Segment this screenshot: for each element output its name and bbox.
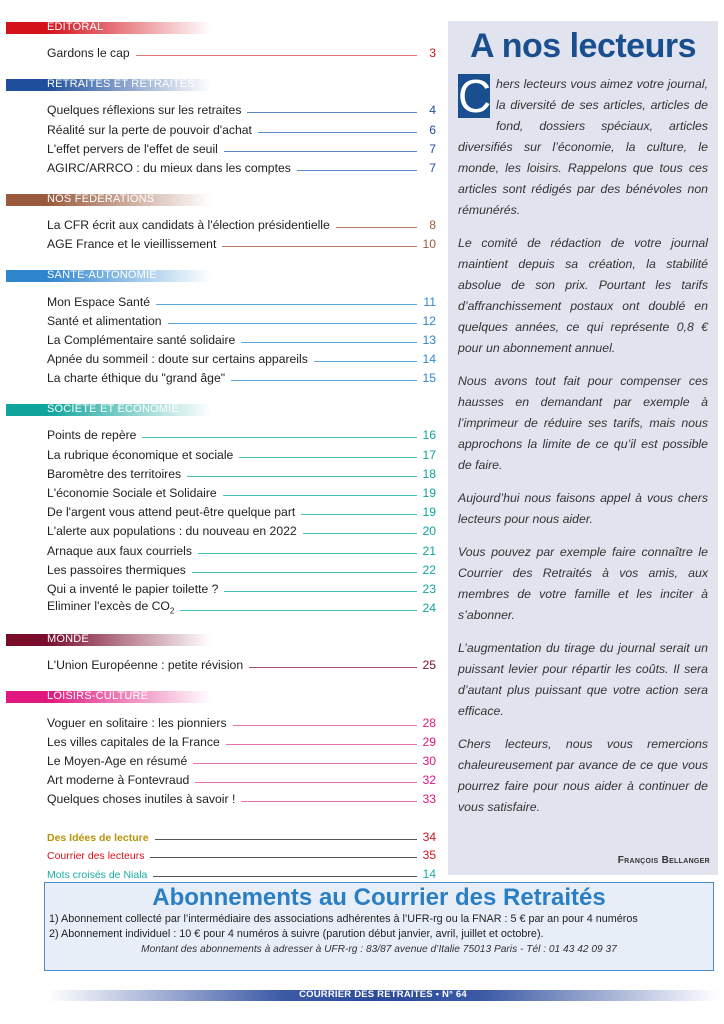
toc-entry[interactable] xyxy=(6,117,436,136)
toc-entry[interactable] xyxy=(6,137,436,156)
entry-title-text: Santé et alimentation xyxy=(47,313,162,328)
subscription-option-2: 2) Abonnement individuel : 10 € pour 4 numéros à suivre (parution début janvier, avril, juillet et octobre). xyxy=(49,928,544,940)
letter-paragraph-text: hers lecteurs vous aimez votre journal, la diversité de ses articles, articles de fond, dossiers spéciaux, articles diversifiés sur l’économie, la culture, le monde, les loisirs. Rappelons que tous ces articles sont rédigés par des bénévoles non rémunérés. xyxy=(458,77,708,217)
toc-extra-entry[interactable] xyxy=(6,844,436,863)
leader-line xyxy=(249,667,417,668)
leader-line xyxy=(233,725,417,726)
page-number: 25 xyxy=(422,658,436,673)
section-header-bar xyxy=(6,79,211,91)
toc-entry[interactable] xyxy=(6,366,436,385)
signature: François Bellanger xyxy=(617,855,710,866)
entry-title-text: Le Moyen-Age en résumé xyxy=(47,753,188,768)
subscription-address: Montant des abonnements à adresser à UFR-rg : 83/87 avenue d’Italie 75013 Paris - Tél : 01 43 42 09 37 xyxy=(141,944,617,955)
entry-title xyxy=(47,467,181,481)
letter-heading: A nos lecteurs xyxy=(469,27,697,65)
toc-entry[interactable] xyxy=(6,289,436,308)
entry-title xyxy=(47,582,218,596)
letter-paragraph: Aujourd’hui nous faisons appel à vous chers lecteurs pour nous aider. xyxy=(458,491,708,526)
entry-title-text: L'alerte aux populations : du nouveau en 2022 xyxy=(47,524,297,539)
toc-entry[interactable] xyxy=(6,347,436,366)
leader-line xyxy=(303,533,417,534)
toc-section xyxy=(6,404,436,615)
leader-line xyxy=(231,380,417,381)
page-number: 12 xyxy=(422,313,436,328)
page-number: 6 xyxy=(429,122,436,137)
leader-line xyxy=(180,610,417,611)
page-number: 13 xyxy=(422,332,436,347)
toc-section xyxy=(6,691,436,806)
toc-entry[interactable] xyxy=(6,156,436,175)
entry-title-text: Quelques réflexions sur les retraites xyxy=(47,103,242,118)
entry-title-text: L'Union Européenne : petite révision xyxy=(47,658,244,673)
page-number: 32 xyxy=(422,773,436,788)
drop-cap: C xyxy=(458,74,492,122)
toc-section xyxy=(6,634,436,672)
toc-section xyxy=(6,270,436,385)
page-number: 7 xyxy=(429,160,436,175)
page-number: 19 xyxy=(422,486,436,500)
page-number: 3 xyxy=(429,46,436,61)
page-number: 10 xyxy=(422,237,436,252)
entry-title-text: Points de repère xyxy=(47,428,137,443)
letter-paragraph: L’augmentation du tirage du journal serait un puissant levier pour répartir les coûts. Il sera d’autant plus puissant que votre action sera efficace. xyxy=(458,641,708,718)
entry-title-text: L'effet pervers de l'effet de seuil xyxy=(47,141,218,156)
toc-entry[interactable] xyxy=(6,41,436,60)
entry-title xyxy=(47,716,227,730)
page-number: 20 xyxy=(422,524,436,539)
section-title: EDITORAL xyxy=(47,21,104,33)
page-number: 14 xyxy=(422,352,436,367)
toc-entry[interactable] xyxy=(6,423,436,442)
toc-entry[interactable] xyxy=(6,309,436,328)
letter-body xyxy=(448,68,718,849)
letter-paragraph xyxy=(458,74,708,221)
toc-extra-entry[interactable] xyxy=(6,825,436,844)
entry-title xyxy=(47,218,330,232)
entry-title xyxy=(47,448,233,462)
entry-title xyxy=(47,658,243,672)
page-number: 23 xyxy=(422,581,436,596)
toc-entry[interactable] xyxy=(6,232,436,251)
page-number: 17 xyxy=(422,447,436,462)
entry-title xyxy=(47,371,225,385)
page-number: 4 xyxy=(429,103,436,118)
entry-title-text: Arnaque aux faux courriels xyxy=(47,543,192,558)
entry-title-text: Mon Espace Santé xyxy=(47,294,150,309)
toc-extra-entry[interactable] xyxy=(6,862,436,881)
entry-title xyxy=(47,544,192,558)
toc-entry[interactable] xyxy=(6,538,436,557)
editorial-letter-panel xyxy=(448,21,718,875)
entry-title-text: Les villes capitales de la France xyxy=(47,734,220,749)
leader-line xyxy=(136,55,417,56)
entry-title-text: La CFR écrit aux candidats à l'élection présidentielle xyxy=(47,218,330,233)
section-header-bar xyxy=(6,270,211,282)
page-number: 30 xyxy=(422,753,436,768)
page-number: 21 xyxy=(422,543,436,558)
leader-line xyxy=(336,227,417,228)
entry-title xyxy=(47,103,241,117)
leader-line xyxy=(155,839,417,840)
section-header-bar xyxy=(6,634,211,646)
entry-title-text: Baromètre des territoires xyxy=(47,466,182,481)
toc-entry[interactable] xyxy=(6,462,436,481)
page-number: 7 xyxy=(429,141,436,156)
leader-line xyxy=(258,132,417,133)
entry-title xyxy=(47,486,217,500)
table-of-contents xyxy=(6,22,436,881)
entry-title-text: Gardons le cap xyxy=(47,46,130,61)
leader-line xyxy=(168,323,417,324)
page-number: 29 xyxy=(422,734,436,749)
entry-title-text: La charte éthique du "grand âge" xyxy=(47,371,226,386)
leader-line xyxy=(156,304,417,305)
entry-title xyxy=(47,123,252,137)
letter-paragraph: Vous pouvez par exemple faire connaître le Courrier des Retraités à vos amis, aux membres de votre famille et les inciter à s’abonner. xyxy=(458,545,708,622)
page-number: 19 xyxy=(422,505,436,520)
letter-paragraph: Chers lecteurs, nous vous remercions chaleureusement par avance de ce que vous pourrez faire pour nous aider à continuer de vous satisfaire. xyxy=(458,737,708,814)
section-header-bar xyxy=(6,194,211,206)
entry-title xyxy=(47,46,130,60)
toc-entry[interactable] xyxy=(6,653,436,672)
entry-title-text: AGIRC/ARRCO : du mieux dans les comptes xyxy=(47,160,291,175)
page-footer xyxy=(48,990,718,1001)
subscription-option-1: 1) Abonnement collecté par l’intermédiaire des associations adhérentes à l’UFR-rg ou la FNAR : 5 € par an pour 4 numéros xyxy=(49,913,638,925)
toc-section xyxy=(6,79,436,175)
entry-title-text: Quelques choses inutiles à savoir ! xyxy=(47,792,236,807)
entry-title xyxy=(47,333,235,347)
entry-title-text: De l'argent vous attend peut-être quelque part xyxy=(47,505,296,520)
page-number: 11 xyxy=(423,294,436,309)
entry-title-text: L'économie Sociale et Solidaire xyxy=(47,486,217,500)
page-number: 35 xyxy=(422,848,436,863)
page-number: 22 xyxy=(422,562,436,577)
toc-entry[interactable] xyxy=(6,596,436,615)
entry-title-text: Qui a inventé le papier toilette ? xyxy=(47,581,219,596)
entry-title xyxy=(47,161,291,175)
leader-line xyxy=(142,437,417,438)
section-header-bar xyxy=(6,22,211,34)
entry-title-text: La rubrique économique et sociale xyxy=(47,447,234,462)
leader-line xyxy=(192,572,417,573)
entry-title xyxy=(47,314,162,328)
toc-entry[interactable] xyxy=(6,577,436,596)
entry-title xyxy=(47,295,150,309)
entry-title xyxy=(47,735,220,749)
leader-line xyxy=(198,553,417,554)
page-number: 18 xyxy=(422,466,436,481)
page-number: 15 xyxy=(422,371,436,386)
section-title: MONDE xyxy=(47,633,89,646)
section-title: NOS FEDERATIONS xyxy=(47,192,155,205)
toc-entry[interactable] xyxy=(6,749,436,768)
leader-line xyxy=(187,476,417,477)
page-number: 8 xyxy=(429,218,436,233)
letter-paragraph: Nous avons tout fait pour compenser ces hausses en demandant par exemple à l’imprimeur de réduire ses tarifs, mais nous approchons la limite de ce qu’il est possible de faire. xyxy=(458,374,708,472)
leader-line xyxy=(195,782,417,783)
page-number: 16 xyxy=(422,428,436,443)
leader-line xyxy=(247,112,417,113)
entry-title xyxy=(47,428,136,442)
entry-title xyxy=(47,754,187,768)
entry-subscript: 2 xyxy=(169,606,175,616)
section-title: LOISIRS-CULTURE xyxy=(47,690,149,703)
page-number: 24 xyxy=(422,601,436,616)
entry-title: Des Idées de lecture xyxy=(47,831,149,844)
toc-entry[interactable] xyxy=(6,710,436,729)
toc-entry[interactable] xyxy=(6,787,436,806)
entry-title xyxy=(47,773,189,787)
leader-line xyxy=(153,876,417,877)
section-title: SANTE-AUTONOMIE xyxy=(47,269,157,282)
toc-extras xyxy=(6,825,436,881)
leader-line xyxy=(224,591,417,592)
leader-line xyxy=(223,495,417,496)
toc-entry[interactable] xyxy=(6,730,436,749)
page-number: 28 xyxy=(422,715,436,730)
page-number: 14 xyxy=(422,866,436,881)
entry-title xyxy=(47,524,297,538)
entry-title-text: Apnée du sommeil : doute sur certains appareils xyxy=(47,352,308,367)
section-header-bar xyxy=(6,404,211,416)
leader-line xyxy=(226,744,417,745)
toc-entry[interactable] xyxy=(6,481,436,500)
entry-title xyxy=(47,142,218,156)
leader-line xyxy=(193,763,417,764)
leader-line xyxy=(301,514,417,515)
entry-title xyxy=(47,505,295,519)
toc-entry[interactable] xyxy=(6,328,436,347)
toc-entry[interactable] xyxy=(6,768,436,787)
entry-title-text: Art moderne à Fontevraud xyxy=(47,773,190,788)
leader-line xyxy=(241,801,417,802)
section-title: SOCIETE ET ECONOMIE xyxy=(47,403,179,416)
leader-line xyxy=(150,857,417,858)
section-title: RETRAITES ET RETRAITES xyxy=(47,78,195,91)
toc-section xyxy=(6,194,436,251)
subscription-heading: Abonnements au Courrier des Retraités xyxy=(152,884,606,911)
toc-entry[interactable] xyxy=(6,519,436,538)
entry-title-text: Eliminer l'excès de CO xyxy=(47,598,170,613)
toc-entry[interactable] xyxy=(6,213,436,232)
entry-title xyxy=(47,599,174,615)
entry-title-text: La Complémentaire santé solidaire xyxy=(47,332,236,347)
toc-entry[interactable] xyxy=(6,98,436,117)
entry-title-text: Réalité sur la perte de pouvoir d'achat xyxy=(47,122,252,137)
entry-title-text: Les passoires thermiques xyxy=(47,562,186,577)
entry-title: Courrier des lecteurs xyxy=(47,850,145,863)
toc-entry[interactable] xyxy=(6,500,436,519)
toc-entry[interactable] xyxy=(6,442,436,461)
subscription-box xyxy=(44,882,714,971)
leader-line xyxy=(222,246,417,247)
leader-line xyxy=(314,361,417,362)
entry-title xyxy=(47,563,186,577)
entry-title-text: Voguer en solitaire : les pionniers xyxy=(47,715,227,730)
footer-text: COURRIER DES RETRAITÉS • N° 64 xyxy=(299,989,467,1000)
toc-entry[interactable] xyxy=(6,558,436,577)
section-header-bar xyxy=(6,691,211,703)
entry-title-text: AGE France et le vieillissement xyxy=(47,237,217,252)
page-number: 34 xyxy=(422,829,436,844)
toc-section xyxy=(6,22,436,60)
entry-title xyxy=(47,352,308,366)
leader-line xyxy=(297,170,417,171)
entry-title: Mots croisés de Niala xyxy=(47,868,148,881)
letter-paragraph: Le comité de rédaction de votre journal maintient depuis sa création, la stabilité absolue de son prix. Pourtant les tarifs d’affranchissement postaux ont doublé en quelques années, ce qui représente 0,8 € pour un abonnement annuel. xyxy=(458,236,708,355)
entry-title xyxy=(47,237,216,251)
leader-line xyxy=(239,457,417,458)
leader-line xyxy=(224,151,417,152)
leader-line xyxy=(241,342,417,343)
page-number: 33 xyxy=(422,792,436,807)
entry-title xyxy=(47,792,235,806)
